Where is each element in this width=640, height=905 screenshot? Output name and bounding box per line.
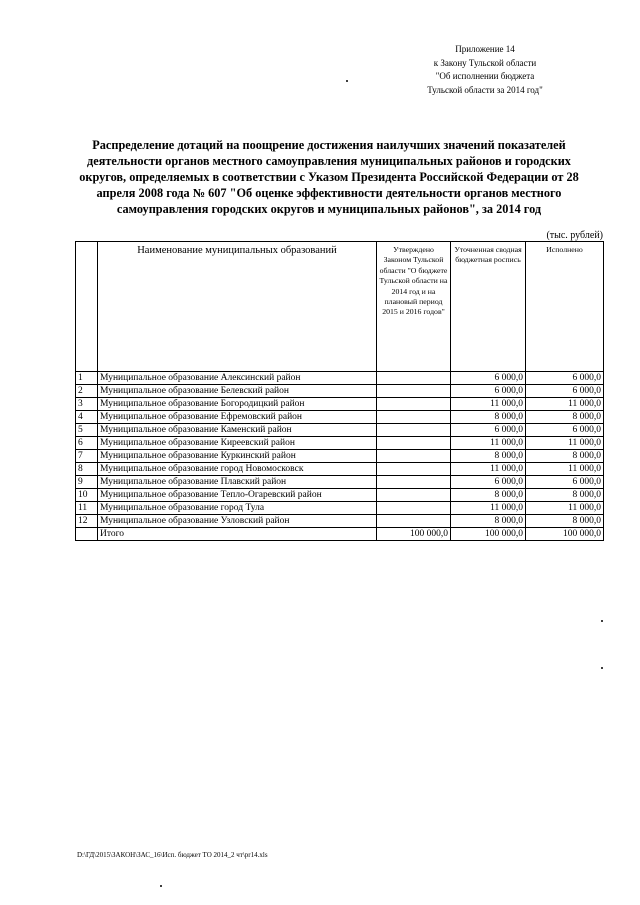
header-refined: Уточненная сводная бюджетная роспись [451, 242, 526, 372]
units-label: (тыс. рублей) [546, 230, 603, 241]
row-refined: 6 000,0 [451, 385, 526, 398]
document-title: Распределение дотаций на поощрение достижения наилучших значений показателей деятельности органов местного самоуправления муниципальных районов и городских округов, определяемых в соответствии с Указом Президента Российской Федерации от 28 апреля 2008 года № 607 "Об оценке эффективности деятельности органов местного самоуправления городских округов и муниципальных районов", за 2014 год [79, 138, 579, 216]
header-executed: Исполнено [526, 242, 604, 372]
scan-speck [346, 80, 348, 82]
row-executed: 8 000,0 [526, 411, 604, 424]
row-name: Муниципальное образование город Тула [98, 502, 377, 515]
row-refined: 11 000,0 [451, 398, 526, 411]
row-refined: 8 000,0 [451, 411, 526, 424]
table-row [76, 424, 604, 437]
row-name: Муниципальное образование Алексинский район [98, 372, 377, 385]
row-index: 12 [76, 515, 98, 528]
table-total-row [76, 528, 604, 541]
row-approved [377, 489, 451, 502]
table-header-row [76, 242, 604, 372]
appendix-line-2: к Закону Тульской области [433, 57, 537, 68]
table-row [76, 385, 604, 398]
row-name: Муниципальное образование Киреевский район [98, 437, 377, 450]
row-name: Муниципальное образование Ефремовский район [98, 411, 377, 424]
total-executed: 100 000,0 [526, 528, 604, 541]
header-approved: Утверждено Законом Тульской области "О бюджете Тульской области на 2014 год и на плановый период 2015 и 2016 годов" [377, 242, 451, 372]
row-index: 1 [76, 372, 98, 385]
appendix-line-3: "Об исполнении бюджета [435, 71, 535, 81]
row-index: 4 [76, 411, 98, 424]
table-row [76, 463, 604, 476]
table-row [76, 450, 604, 463]
header-index-cell [76, 242, 98, 372]
row-refined: 8 000,0 [451, 489, 526, 502]
table-row [76, 372, 604, 385]
row-refined: 6 000,0 [451, 476, 526, 489]
row-index: 2 [76, 385, 98, 398]
row-index: 3 [76, 398, 98, 411]
row-index: 7 [76, 450, 98, 463]
row-approved [377, 398, 451, 411]
row-approved [377, 372, 451, 385]
row-refined: 8 000,0 [451, 515, 526, 528]
row-approved [377, 450, 451, 463]
scan-speck [601, 667, 603, 669]
row-executed: 6 000,0 [526, 424, 604, 437]
row-refined: 11 000,0 [451, 437, 526, 450]
row-refined: 6 000,0 [451, 372, 526, 385]
row-executed: 11 000,0 [526, 463, 604, 476]
appendix-header [400, 43, 570, 97]
table-row [76, 476, 604, 489]
row-executed: 8 000,0 [526, 489, 604, 502]
row-executed: 8 000,0 [526, 450, 604, 463]
total-approved: 100 000,0 [377, 528, 451, 541]
row-name: Муниципальное образование город Новомосковск [98, 463, 377, 476]
row-index: 9 [76, 476, 98, 489]
row-approved [377, 437, 451, 450]
row-name: Муниципальное образование Плавский район [98, 476, 377, 489]
row-index: 10 [76, 489, 98, 502]
row-index: 11 [76, 502, 98, 515]
row-executed: 6 000,0 [526, 372, 604, 385]
table-row [76, 489, 604, 502]
row-approved [377, 424, 451, 437]
row-approved [377, 463, 451, 476]
row-executed: 11 000,0 [526, 437, 604, 450]
row-index: 6 [76, 437, 98, 450]
scan-speck [601, 620, 603, 622]
row-refined: 6 000,0 [451, 424, 526, 437]
row-index: 8 [76, 463, 98, 476]
table-row [76, 411, 604, 424]
row-approved [377, 515, 451, 528]
appendix-line-1: Приложение 14 [455, 44, 515, 54]
row-executed: 6 000,0 [526, 476, 604, 489]
row-name: Муниципальное образование Узловский район [98, 515, 377, 528]
appendix-line-4: Тульской области за 2014 год" [427, 84, 543, 95]
row-name: Муниципальное образование Белевский район [98, 385, 377, 398]
row-approved [377, 502, 451, 515]
table-row [76, 502, 604, 515]
row-executed: 11 000,0 [526, 502, 604, 515]
row-refined: 8 000,0 [451, 450, 526, 463]
total-label: Итого [98, 528, 377, 541]
row-executed: 6 000,0 [526, 385, 604, 398]
table-row [76, 398, 604, 411]
total-index [76, 528, 98, 541]
scan-speck [160, 885, 162, 887]
row-approved [377, 385, 451, 398]
row-name: Муниципальное образование Куркинский район [98, 450, 377, 463]
table-row [76, 437, 604, 450]
row-approved [377, 411, 451, 424]
row-name: Муниципальное образование Тепло-Огаревский район [98, 489, 377, 502]
row-executed: 11 000,0 [526, 398, 604, 411]
row-name: Муниципальное образование Богородицкий район [98, 398, 377, 411]
row-approved [377, 476, 451, 489]
file-path-footer: D:\ГД\2015\ЗАКОН\ЗАС_16\Исп. бюджет ТО 2014_2 чт\pr14.xls [77, 851, 268, 859]
header-name: Наименование муниципальных образований [98, 242, 377, 372]
row-index: 5 [76, 424, 98, 437]
row-name: Муниципальное образование Каменский район [98, 424, 377, 437]
row-refined: 11 000,0 [451, 502, 526, 515]
table-row [76, 515, 604, 528]
row-executed: 8 000,0 [526, 515, 604, 528]
subsidy-table [75, 241, 604, 541]
row-refined: 11 000,0 [451, 463, 526, 476]
table-body [76, 372, 604, 528]
total-refined: 100 000,0 [451, 528, 526, 541]
